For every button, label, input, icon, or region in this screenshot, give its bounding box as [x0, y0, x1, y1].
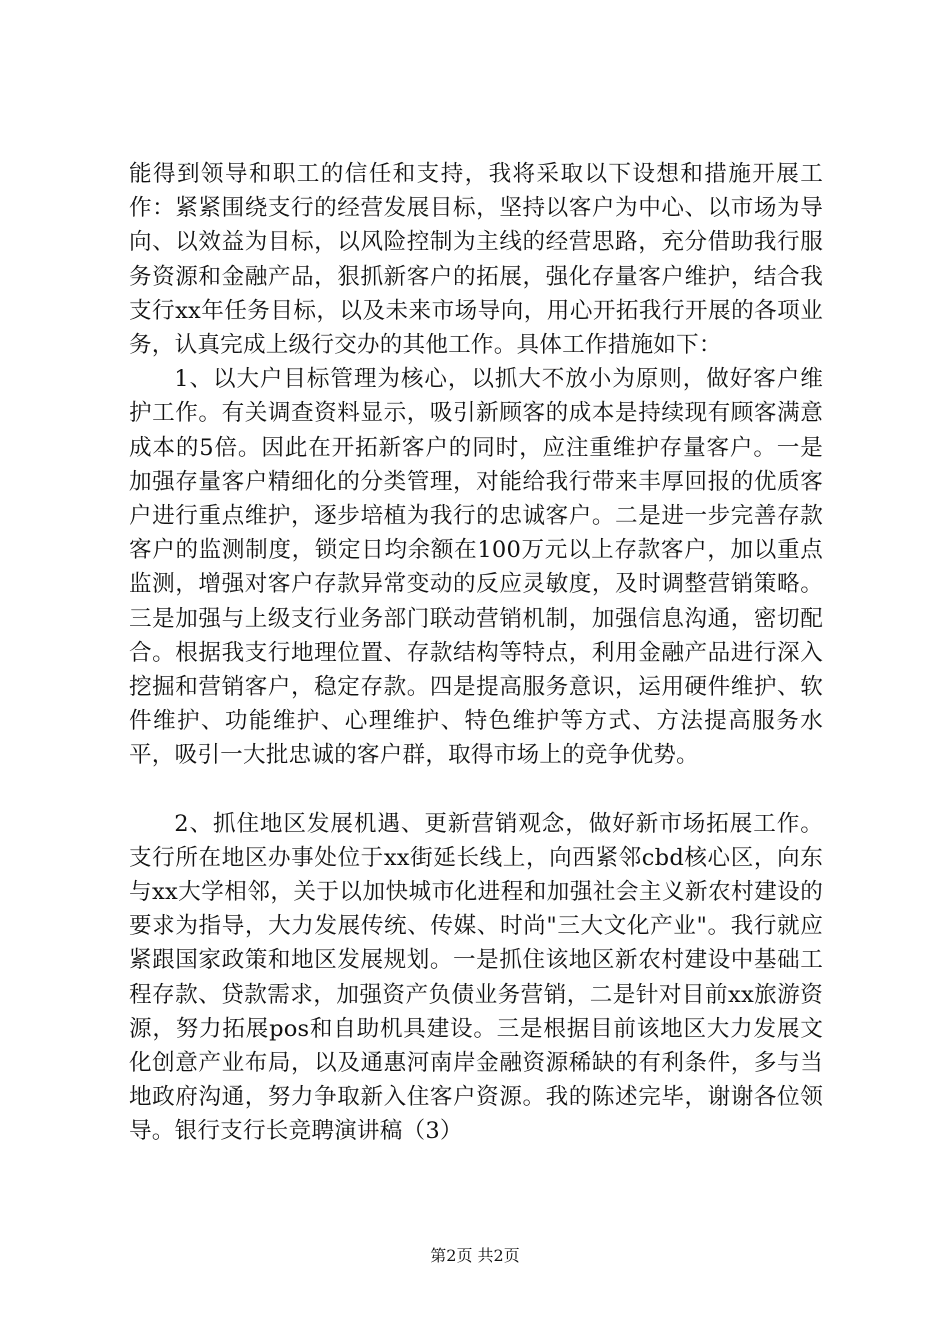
- paragraph-2: 1、以大户目标管理为核心，以抓大不放小为原则，做好客户维护工作。有关调查资料显示，吸引新顾客的成本是持续现有顾客满意成本的5倍。因此在开拓新客户的同时，应注重维护存量客户。一是加强存量客户精细化的分类管理，对能给我行带来丰厚回报的优质客户进行重点维护，逐步培植为我行的忠诚客户。二是进一步完善存款客户的监测制度，锁定日均余额在100万元以上存款客户，加以重点监测，增强对客户存款异常变动的反应灵敏度，及时调整营销策略。三是加强与上级支行业务部门联动营销机制，加强信息沟通，密切配合。根据我支行地理位置、存款结构等特点，利用金融产品进行深入挖掘和营销客户，稳定存款。四是提高服务意识，运用硬件维护、软件维护、功能维护、心理维护、特色维护等方式、方法提高服务水平，吸引一大批忠诚的客户群，取得市场上的竞争优势。: [129, 366, 823, 769]
- page-number-footer: 第2页 共2页: [430, 1246, 520, 1265]
- paragraph-spacer: [129, 773, 823, 807]
- paragraph-3: 2、抓住地区发展机遇、更新营销观念，做好新市场拓展工作。支行所在地区办事处位于xx街延长线上，向西紧邻cbd核心区，向东与xx大学相邻，关于以加快城市化进程和加强社会主义新农村建设的要求为指导，大力发展传统、传媒、时尚"三大文化产业"。我行就应紧跟国家政策和地区发展规划。一是抓住该地区新农村建设中基础工程存款、贷款需求，加强资产负债业务营销，二是针对目前xx旅游资源，努力拓展pos和自助机具建设。三是根据目前该地区大力发展文化创意产业布局，以及通惠河南岸金融资源稀缺的有利条件，多与当地政府沟通，努力争取新入住客户资源。我的陈述完毕，谢谢各位领导。银行支行长竞聘演讲稿（3）: [129, 810, 823, 1145]
- document-body: [129, 157, 823, 1149]
- paragraph-1: 能得到领导和职工的信任和支持，我将采取以下设想和措施开展工作：紧紧围绕支行的经营发展目标，坚持以客户为中心、以市场为导向、以效益为目标，以风险控制为主线的经营思路，充分借助我行服务资源和金融产品，狠抓新客户的拓展，强化存量客户维护，结合我支行xx年任务目标，以及未来市场导向，用心开拓我行开展的各项业务，认真完成上级行交办的其他工作。具体工作措施如下：: [129, 161, 823, 359]
